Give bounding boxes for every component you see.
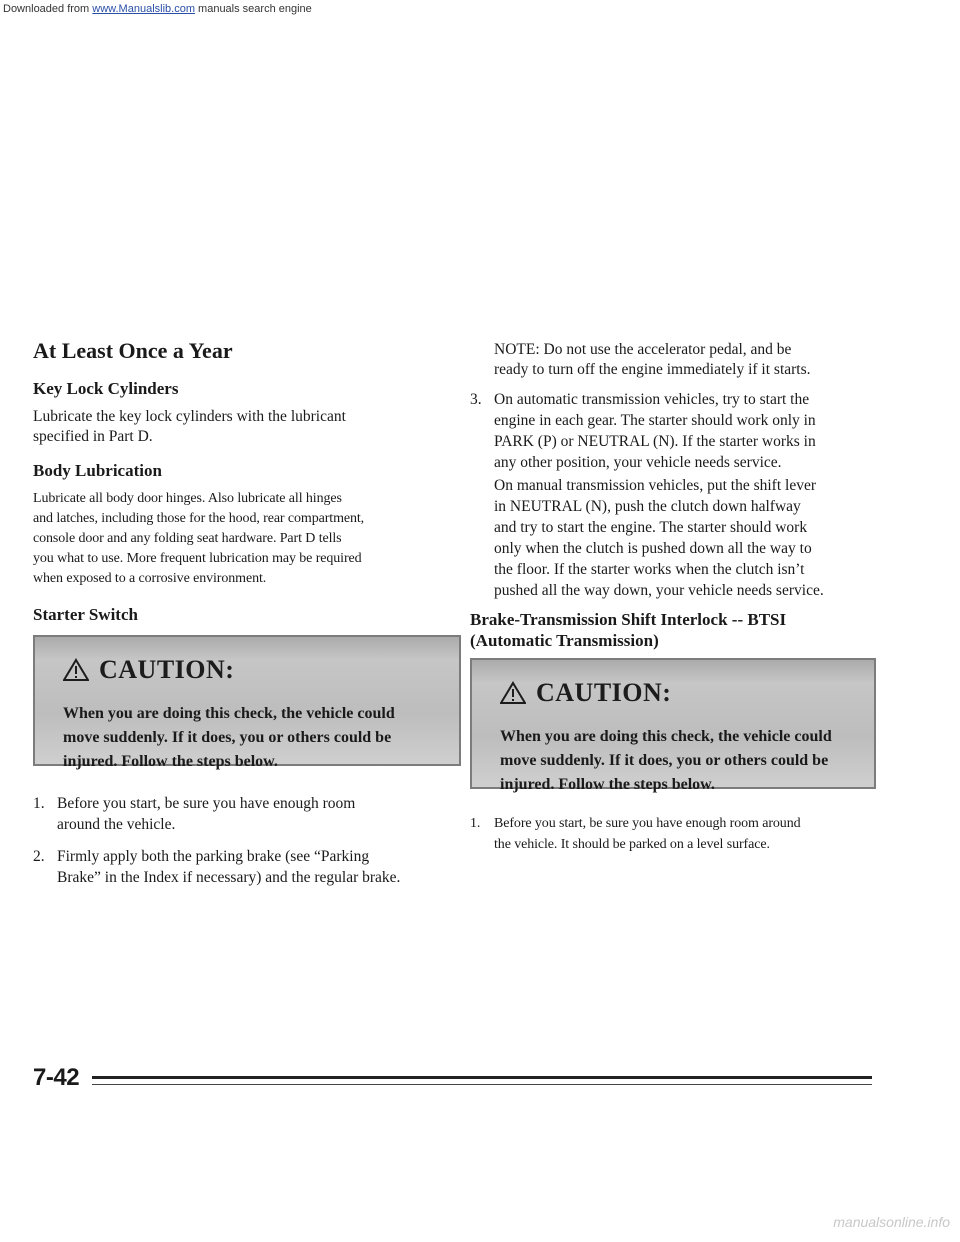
caution-line2: move suddenly. If it does, you or others could be bbox=[63, 729, 392, 746]
caution-header bbox=[63, 655, 234, 685]
caution-title: CAUTION: bbox=[536, 678, 672, 707]
step-line3: PARK (P) or NEUTRAL (N). If the starter works in bbox=[494, 433, 816, 450]
key-lock-text-line1: Lubricate the key lock cylinders with the lubricant bbox=[33, 408, 346, 425]
manual-line6: pushed all the way down, your vehicle needs service. bbox=[494, 582, 824, 599]
page-number: 7-42 bbox=[33, 1064, 80, 1091]
step-number: 1. bbox=[33, 795, 45, 812]
caution-text bbox=[500, 725, 860, 797]
manual-line2: in NEUTRAL (N), push the clutch down halfway bbox=[494, 498, 801, 515]
step-number: 3. bbox=[470, 391, 482, 408]
manual-transmission-paragraph bbox=[470, 475, 900, 603]
btsi-heading-line1: Brake-Transmission Shift Interlock -- BTSI bbox=[470, 610, 787, 629]
section-title: At Least Once a Year bbox=[33, 338, 233, 363]
body-lube-line1: Lubricate all body door hinges. Also lubricate all hinges bbox=[33, 491, 342, 506]
step-line1: Before you start, be sure you have enough room around bbox=[494, 816, 801, 831]
step-number: 2. bbox=[33, 848, 45, 865]
body-lube-line4: you what to use. More frequent lubrication may be required bbox=[33, 551, 362, 566]
footer-rule-thin bbox=[92, 1084, 872, 1085]
body-lube-line2: and latches, including those for the hood, rear compartment, bbox=[33, 511, 365, 526]
starter-caution-box bbox=[33, 635, 461, 770]
starter-step-3 bbox=[470, 389, 900, 475]
btsi-heading-line2: (Automatic Transmission) bbox=[470, 631, 659, 650]
step-line2: around the vehicle. bbox=[57, 816, 176, 833]
btsi-caution-box bbox=[470, 658, 876, 793]
caution-line1: When you are doing this check, the vehicle could bbox=[500, 728, 832, 745]
caution-text bbox=[63, 702, 445, 774]
body-lube-line3: console door and any folding seat hardware. Part D tells bbox=[33, 531, 342, 546]
caution-line3: injured. Follow the steps below. bbox=[63, 753, 278, 770]
step-line1: On automatic transmission vehicles, try to start the bbox=[494, 391, 810, 408]
manualslib-link[interactable]: www.Manualslib.com bbox=[92, 3, 195, 15]
manual-line4: only when the clutch is pushed down all the way to bbox=[494, 540, 812, 557]
watermark-text: manualsonline.info bbox=[833, 1214, 950, 1230]
warning-triangle-icon bbox=[63, 658, 89, 682]
body-lube-heading: Body Lubrication bbox=[33, 461, 162, 480]
manual-line5: the floor. If the starter works when the clutch isn’t bbox=[494, 561, 805, 578]
manual-line3: and try to start the engine. The starter should work bbox=[494, 519, 808, 536]
step-line1: Firmly apply both the parking brake (see “Parking bbox=[57, 848, 370, 865]
caution-line3: injured. Follow the steps below. bbox=[500, 776, 715, 793]
starter-step-1 bbox=[33, 793, 461, 837]
starter-switch-heading: Starter Switch bbox=[33, 605, 138, 624]
starter-step-2 bbox=[33, 846, 461, 890]
key-lock-text-line2: specified in Part D. bbox=[33, 428, 153, 445]
body-lube-line5: when exposed to a corrosive environment. bbox=[33, 571, 267, 586]
footer-rule-thick bbox=[92, 1076, 872, 1079]
note-line1: NOTE: Do not use the accelerator pedal, and be bbox=[494, 341, 792, 358]
caution-line1: When you are doing this check, the vehicle could bbox=[63, 705, 395, 722]
caution-line2: move suddenly. If it does, you or others could be bbox=[500, 752, 829, 769]
step-line4: any other position, your vehicle needs service. bbox=[494, 454, 782, 471]
caution-title: CAUTION: bbox=[99, 655, 235, 684]
download-source-note bbox=[3, 3, 312, 15]
btsi-step-1 bbox=[470, 813, 900, 857]
step-line2: engine in each gear. The starter should work only in bbox=[494, 412, 816, 429]
step-line2: Brake” in the Index if necessary) and the regular brake. bbox=[57, 869, 401, 886]
key-lock-heading: Key Lock Cylinders bbox=[33, 379, 179, 398]
warning-triangle-icon bbox=[500, 681, 526, 705]
manual-line1: On manual transmission vehicles, put the shift lever bbox=[494, 477, 816, 494]
step-line1: Before you start, be sure you have enough room bbox=[57, 795, 356, 812]
download-suffix: manuals search engine bbox=[194, 3, 312, 15]
download-prefix: Downloaded from bbox=[3, 3, 93, 15]
step-number: 1. bbox=[470, 816, 481, 831]
caution-header bbox=[500, 678, 671, 708]
note-line2: ready to turn off the engine immediately if it starts. bbox=[494, 361, 811, 378]
step-line2: the vehicle. It should be parked on a level surface. bbox=[494, 837, 770, 852]
